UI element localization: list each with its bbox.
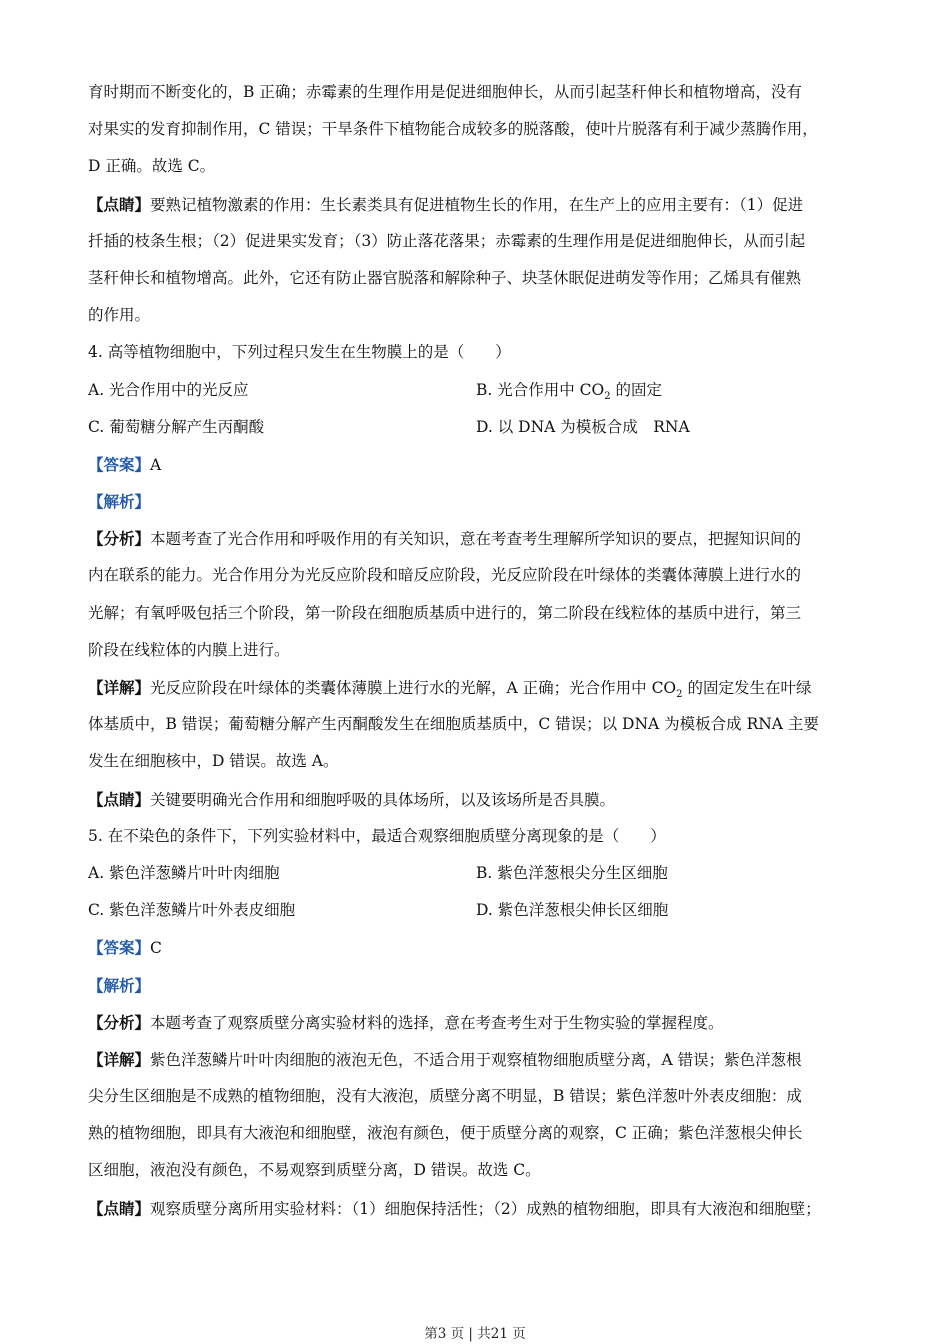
question-5-options-row2: [88, 892, 878, 929]
xiangjie-line: [88, 1041, 878, 1078]
document-page: [88, 74, 878, 1227]
text-line: 的作用。: [88, 306, 151, 325]
text-line: D 正确。故选 C。: [88, 157, 216, 176]
text-line: 尖分生区细胞是不成熟的植物细胞，没有大液泡，质壁分离不明显，B 错误；紫色洋葱叶外表皮细胞：成: [88, 1087, 802, 1106]
xiangjie-tag: 【详解】: [88, 678, 151, 697]
text-line: 茎秆伸长和植物增高。此外，它还有防止器官脱落和解除种子、块茎休眠促进萌发等作用；乙烯具有催熟: [88, 268, 802, 287]
text-span: 光反应阶段在叶绿体的类囊体薄膜上进行水的光解，A 正确；光合作用中 CO: [150, 679, 677, 697]
page-footer: 第3 页 | 共21 页: [424, 1326, 526, 1342]
answer-line: [88, 929, 878, 966]
text-line: 体基质中，B 错误；葡萄糖分解产生丙酮酸发生在细胞质基质中，C 错误；以 DNA 为模板合成 RNA 主要: [88, 715, 819, 734]
dianjing-tag: 【点睛】: [88, 1198, 151, 1218]
analysis-line: [88, 483, 878, 520]
analysis-tag: 【解析】: [88, 975, 151, 995]
dianjing-line: [88, 781, 878, 818]
fenxi-line: [88, 1004, 878, 1041]
text-span: 关键要明确光合作用和细胞呼吸的具体场所，以及该场所是否具膜。: [150, 790, 616, 809]
option-b-text-end: 的固定: [610, 380, 663, 399]
text-line: 光解；有氧呼吸包括三个阶段，第一阶段在细胞质基质中进行的，第二阶段在线粒体的基质中进行，第三: [88, 603, 802, 622]
dianjing-line: [88, 1190, 878, 1227]
option-a: A. 光合作用中的光反应: [88, 380, 249, 399]
question-5-options-row1: [88, 855, 878, 892]
fenxi-tag: 【分析】: [88, 1012, 151, 1032]
xiangjie-tag: 【详解】: [88, 1049, 151, 1069]
subscript: 2: [604, 390, 611, 402]
text-span: 观察质壁分离所用实验材料：（1）细胞保持活性；（2）成熟的植物细胞，即具有大液泡和细胞壁；: [150, 1199, 821, 1218]
fenxi-tag: 【分析】: [88, 529, 151, 549]
answer-tag: 【答案】: [88, 454, 151, 474]
text-line: 育时期而不断变化的，B 正确；赤霉素的生理作用是促进细胞伸长，从而引起茎秆伸长和植物增高，没有: [88, 83, 802, 101]
answer-line: [88, 446, 878, 483]
text-line: 内在联系的能力。光合作用分为光反应阶段和暗反应阶段，光反应阶段在叶绿体的类囊体薄膜上进行水的: [88, 566, 802, 585]
dianjing-tag: 【点睛】: [88, 194, 151, 214]
answer-value: C: [150, 939, 162, 958]
text-span: 的固定发生在叶绿: [682, 679, 812, 697]
option-b-text: B. 光合作用中 CO: [476, 380, 605, 399]
text-line: 扦插的枝条生根；（2）促进果实发育；（3）防止落花落果；赤霉素的生理作用是促进细胞伸长，从而引起: [88, 231, 806, 250]
analysis-tag: 【解析】: [88, 492, 151, 512]
question-4-options-row2: [88, 409, 878, 446]
option-b: [476, 372, 662, 409]
text-line: 对果实的发育抑制作用，C 错误；干旱条件下植物能合成较多的脱落酸，使叶片脱落有利于减少蒸腾作用，: [88, 120, 818, 139]
option-d: D. 紫色洋葱根尖伸长区细胞: [476, 901, 669, 920]
option-d: D. 以 DNA 为模板合成 RNA: [476, 417, 690, 436]
dianjing-tag: 【点睛】: [88, 789, 151, 809]
text-span: 本题考查了光合作用和呼吸作用的有关知识，意在考查考生理解所学知识的要点，把握知识间的: [150, 530, 802, 549]
fenxi-line: [88, 520, 878, 557]
subscript: 2: [676, 689, 683, 701]
text-line: 阶段在线粒体的内膜上进行。: [88, 640, 290, 659]
answer-tag: 【答案】: [88, 938, 151, 958]
text-span: 紫色洋葱鳞片叶叶肉细胞的液泡无色，不适合用于观察植物细胞质壁分离，A 错误；紫色洋葱根: [150, 1050, 802, 1069]
text-line: 发生在细胞核中，D 错误。故选 A。: [88, 752, 339, 771]
question-4-options-row1: [88, 372, 878, 409]
xiangjie-line: [88, 669, 878, 706]
question-4-stem: 4. 高等植物细胞中，下列过程只发生在生物膜上的是（ ）: [88, 343, 511, 362]
option-c: C. 葡萄糖分解产生丙酮酸: [88, 417, 265, 436]
option-c: C. 紫色洋葱鳞片叶外表皮细胞: [88, 901, 296, 920]
text-line: 熟的植物细胞，即具有大液泡和细胞壁，液泡有颜色，便于质壁分离的观察，C 正确；紫色洋葱根尖伸长: [88, 1124, 803, 1143]
dianjing-line: [88, 186, 878, 223]
text-span: 要熟记植物激素的作用：生长素类具有促进植物生长的作用，在生产上的应用主要有：（1）促进: [150, 195, 804, 214]
option-b: B. 紫色洋葱根尖分生区细胞: [476, 863, 668, 882]
analysis-line: [88, 967, 878, 1004]
answer-value: A: [150, 455, 162, 474]
option-a: A. 紫色洋葱鳞片叶叶肉细胞: [88, 863, 280, 882]
question-5-stem: 5. 在不染色的条件下，下列实验材料中，最适合观察细胞质壁分离现象的是（ ）: [88, 826, 666, 845]
text-span: 本题考查了观察质壁分离实验材料的选择，意在考查考生对于生物实验的掌握程度。: [150, 1013, 724, 1032]
text-line: 区细胞，液泡没有颜色，不易观察到质壁分离，D 错误。故选 C。: [88, 1161, 541, 1180]
